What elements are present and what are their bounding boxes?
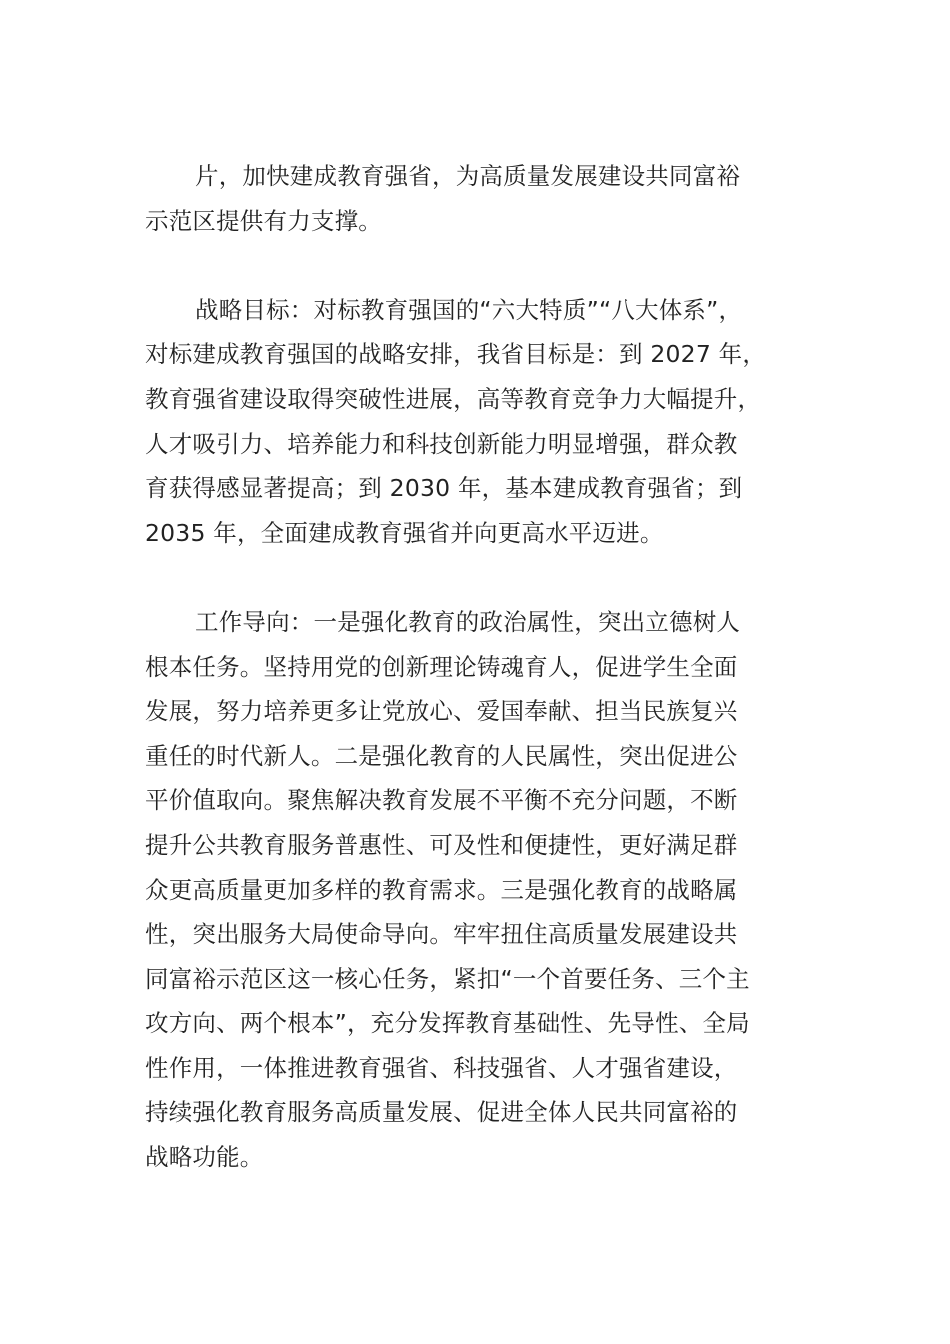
text-line: 重任的时代新人。二是强化教育的人民属性，突出促进公 <box>145 741 738 770</box>
text-line: 工作导向：一是强化教育的政治属性，突出立德树人 <box>195 607 741 636</box>
text-line: 2035 年，全面建成教育强省并向更高水平迈进。 <box>145 518 664 547</box>
text-line: 示范区提供有力支撑。 <box>145 206 382 235</box>
text-line: 片，加快建成教育强省，为高质量发展建设共同富裕 <box>195 162 741 190</box>
text-line: 战略目标：对标教育强国的“六大特质”“八大体系”， <box>195 295 743 324</box>
text-line: 持续强化教育服务高质量发展、促进全体人民共同富裕的 <box>145 1098 738 1127</box>
text-line: 平价值取向。聚焦解决教育发展不平衡不充分问题，不断 <box>145 786 738 815</box>
text-line: 教育强省建设取得突破性进展，高等教育竞争力大幅提升， <box>145 384 762 413</box>
text-line: 战略功能。 <box>145 1143 264 1172</box>
text-line: 性，突出服务大局使命导向。牢牢扭住高质量发展建设共 <box>145 920 738 949</box>
text-line: 提升公共教育服务普惠性、可及性和便捷性，更好满足群 <box>145 830 738 859</box>
text-line: 人才吸引力、培养能力和科技创新能力明显增强，群众教 <box>145 429 738 458</box>
text-line: 育获得感显著提高；到 2030 年，基本建成教育强省；到 <box>145 474 743 503</box>
text-line: 对标建成教育强国的战略安排，我省目标是：到 2027 年， <box>145 340 767 369</box>
paragraph-continuation <box>145 154 810 243</box>
text-line: 根本任务。坚持用党的创新理论铸魂育人，促进学生全面 <box>145 652 738 681</box>
text-line: 同富裕示范区这一核心任务，紧扣“一个首要任务、三个主 <box>145 964 750 993</box>
text-line: 攻方向、两个根本”，充分发挥教育基础性、先导性、全局 <box>145 1009 750 1038</box>
text-line: 发展，努力培养更多让党放心、爱国奉献、担当民族复兴 <box>145 697 738 726</box>
paragraph-work-orientation <box>145 600 810 1180</box>
text-line: 性作用，一体推进教育强省、科技强省、人才强省建设， <box>145 1053 738 1082</box>
paragraph-strategic-goals <box>145 288 810 556</box>
document-body <box>145 154 810 1180</box>
text-line: 众更高质量更加多样的教育需求。三是强化教育的战略属 <box>145 875 738 904</box>
